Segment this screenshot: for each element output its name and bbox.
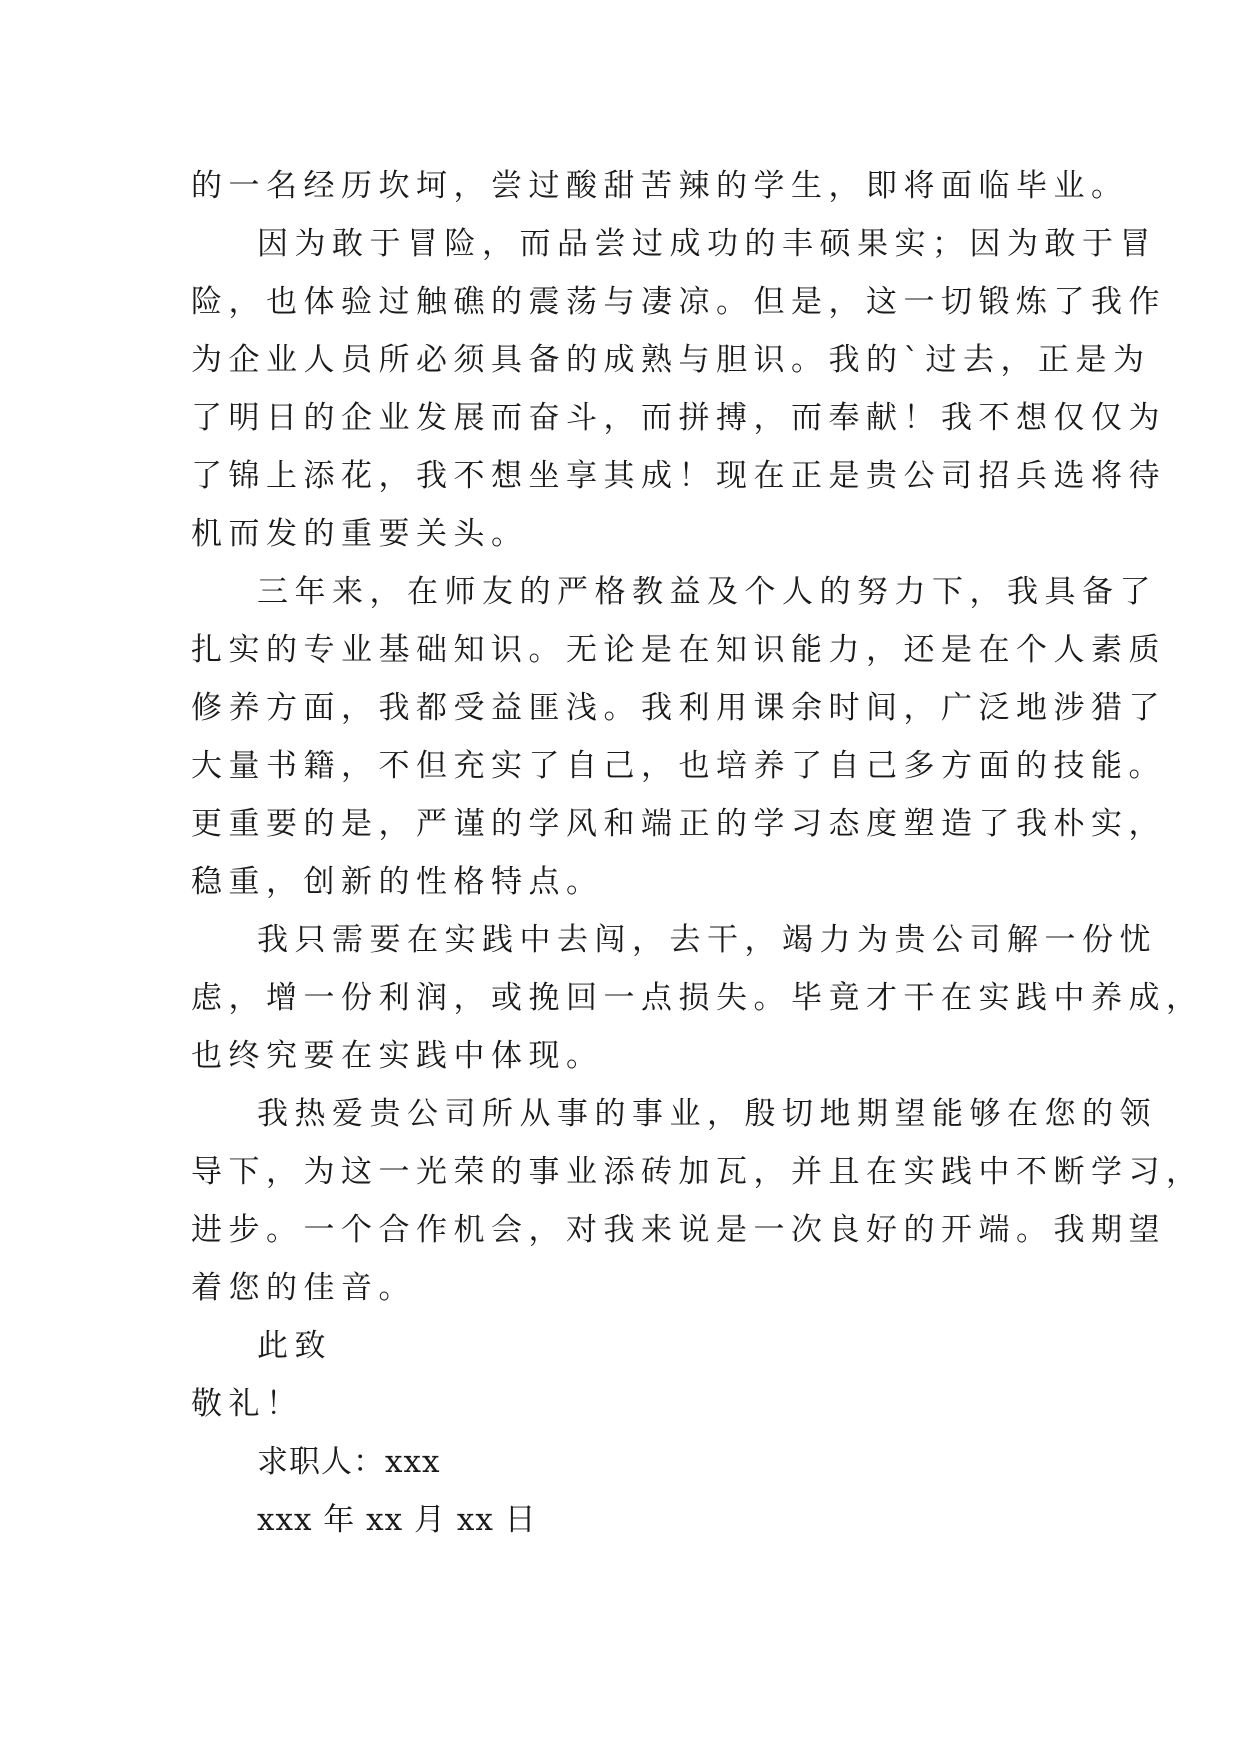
text-line: 稳重，创新的性格特点。 <box>191 864 604 900</box>
text-line: 进步。一个合作机会，对我来说是一次良好的开端。我期望 <box>191 1212 1166 1248</box>
date: xxx 年 xx 月 xx 日 <box>257 1502 537 1538</box>
text-line: 了锦上添花，我不想坐享其成！现在正是贵公司招兵选将待 <box>191 458 1166 494</box>
text-line: 着您的佳音。 <box>191 1270 416 1306</box>
paragraph-start-line: 我只需要在实践中去闯，去干，竭力为贵公司解一份忧 <box>257 922 1157 958</box>
paragraph-start-line: 我热爱贵公司所从事的事业，殷切地期望能够在您的领 <box>257 1096 1157 1132</box>
paragraph-start-line: 因为敢于冒险，而品尝过成功的丰硕果实；因为敢于冒 <box>257 226 1157 262</box>
text-line: 修养方面，我都受益匪浅。我利用课余时间，广泛地涉猎了 <box>191 690 1166 726</box>
text-line: 更重要的是，严谨的学风和端正的学习态度塑造了我朴实， <box>191 806 1166 842</box>
text-line: 为企业人员所必须具备的成熟与胆识。我的`过去，正是为 <box>191 342 1151 378</box>
text-line: 也终究要在实践中体现。 <box>191 1038 604 1074</box>
signature: 求职人：xxx <box>257 1444 441 1480</box>
text-line: 险，也体验过触礁的震荡与凄凉。但是，这一切锻炼了我作 <box>191 284 1166 320</box>
text-line: 扎实的专业基础知识。无论是在知识能力，还是在个人素质 <box>191 632 1166 668</box>
salute: 敬礼！ <box>191 1386 304 1422</box>
paragraph-start-line: 三年来，在师友的严格教益及个人的努力下，我具备了 <box>257 574 1157 610</box>
text-line: 大量书籍，不但充实了自己，也培养了自己多方面的技能。 <box>191 748 1166 784</box>
text-line: 导下，为这一光荣的事业添砖加瓦，并且在实践中不断学习， <box>191 1154 1204 1190</box>
text-line: 虑，增一份利润，或挽回一点损失。毕竟才干在实践中养成， <box>191 980 1204 1016</box>
closing-greeting: 此致 <box>257 1328 332 1364</box>
text-line: 的一名经历坎坷，尝过酸甜苦辣的学生，即将面临毕业。 <box>191 168 1129 204</box>
text-line: 机而发的重要关头。 <box>191 516 529 552</box>
text-line: 了明日的企业发展而奋斗，而拼搏，而奉献！我不想仅仅为 <box>191 400 1166 436</box>
